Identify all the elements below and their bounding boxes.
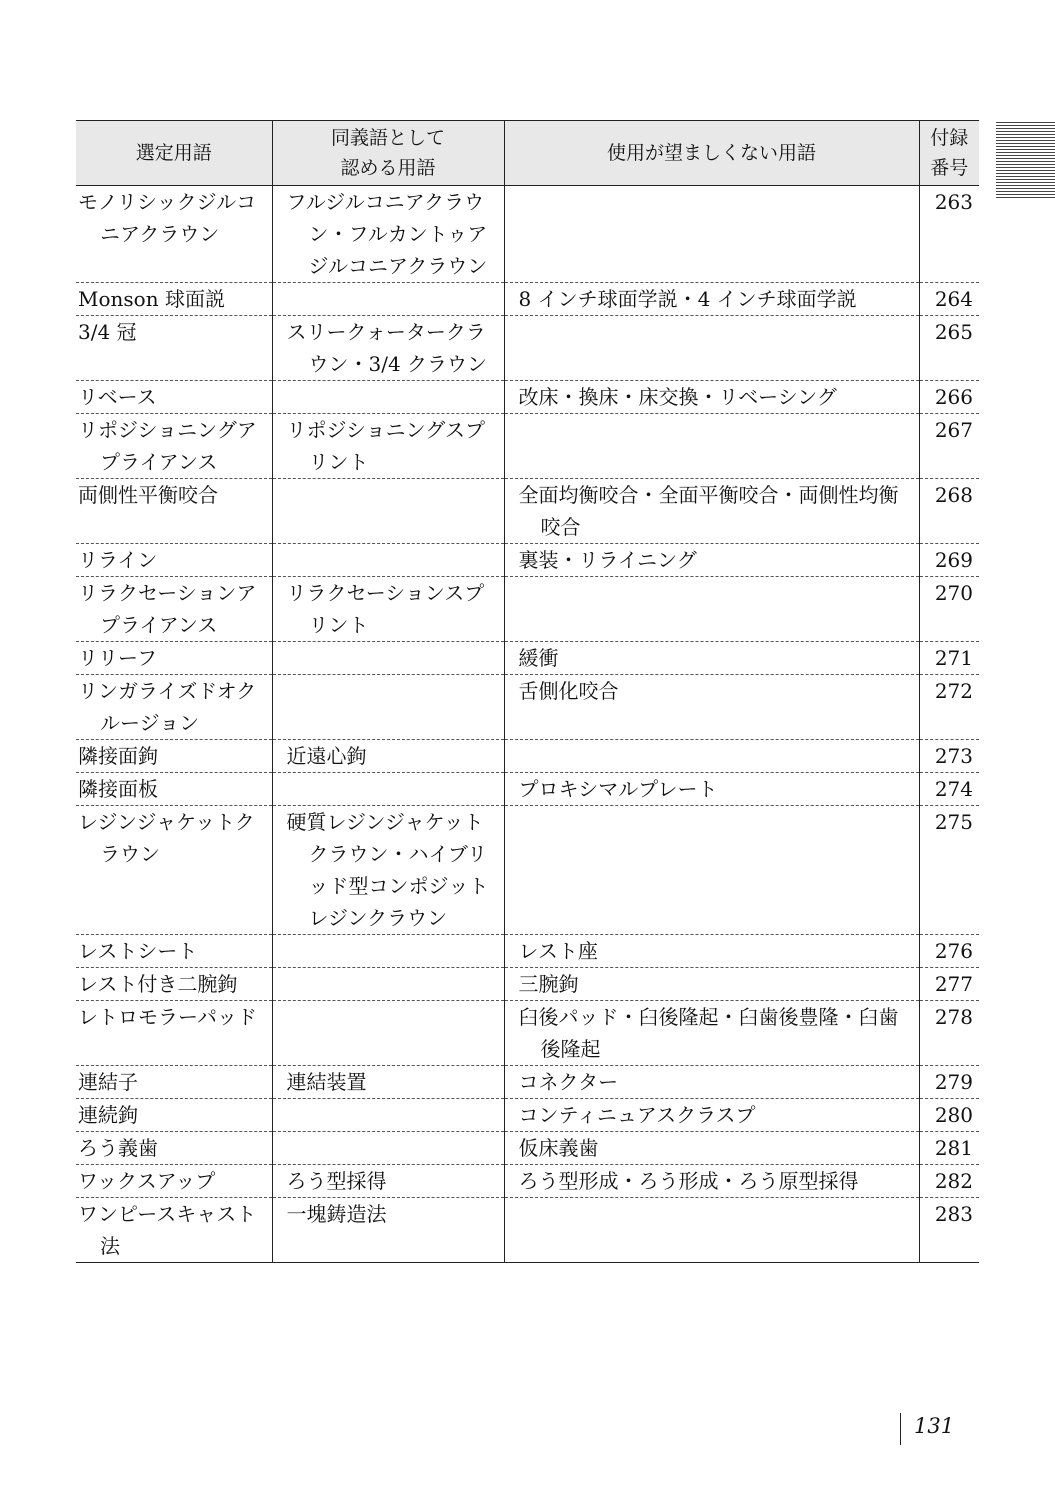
cell-synonym-text: リポジショニングスプリント bbox=[286, 418, 485, 474]
cell-deprecated-term bbox=[504, 381, 919, 414]
header-appendix-number: 付録 番号 bbox=[919, 121, 979, 186]
cell-synonym bbox=[272, 642, 504, 675]
cell-preferred-term-text: 連結子 bbox=[78, 1070, 138, 1094]
cell-synonym bbox=[272, 186, 504, 283]
cell-appendix-number-text: 263 bbox=[934, 190, 973, 214]
cell-preferred-term-text: 隣接面板 bbox=[78, 777, 158, 801]
cell-synonym bbox=[272, 675, 504, 740]
cell-preferred-term-text: 両側性平衡咬合 bbox=[78, 483, 218, 507]
cell-appendix-number bbox=[919, 675, 979, 740]
cell-preferred-term bbox=[76, 1198, 272, 1263]
table-row bbox=[76, 935, 979, 968]
cell-deprecated-term-text: 緩衝 bbox=[518, 646, 559, 670]
cell-appendix-number-text: 270 bbox=[934, 581, 973, 605]
cell-appendix-number bbox=[919, 968, 979, 1001]
cell-deprecated-term bbox=[504, 1165, 919, 1198]
cell-synonym-text: 連結装置 bbox=[286, 1070, 367, 1094]
table-row bbox=[76, 968, 979, 1001]
cell-deprecated-term bbox=[504, 806, 919, 935]
cell-appendix-number-text: 283 bbox=[934, 1202, 973, 1226]
table-row bbox=[76, 806, 979, 935]
table-header-row bbox=[76, 121, 979, 186]
cell-appendix-number-text: 280 bbox=[934, 1103, 973, 1127]
cell-preferred-term-text: 連続鉤 bbox=[78, 1103, 138, 1127]
cell-deprecated-term bbox=[504, 283, 919, 316]
cell-deprecated-term bbox=[504, 1198, 919, 1263]
table-row bbox=[76, 773, 979, 806]
cell-synonym bbox=[272, 1099, 504, 1132]
cell-deprecated-term bbox=[504, 414, 919, 479]
cell-appendix-number bbox=[919, 806, 979, 935]
cell-deprecated-term-text: 改床・換床・床交換・リベーシング bbox=[518, 385, 837, 409]
cell-preferred-term bbox=[76, 577, 272, 642]
cell-deprecated-term bbox=[504, 675, 919, 740]
cell-preferred-term-text: ワンピースキャスト法 bbox=[78, 1202, 257, 1258]
cell-deprecated-term-text: 三腕鉤 bbox=[518, 972, 579, 996]
cell-preferred-term bbox=[76, 316, 272, 381]
cell-appendix-number-text: 282 bbox=[934, 1169, 973, 1193]
table-row bbox=[76, 577, 979, 642]
table-row bbox=[76, 186, 979, 283]
cell-deprecated-term bbox=[504, 1001, 919, 1066]
table-row bbox=[76, 283, 979, 316]
cell-preferred-term-text: リポジショニングアプライアンス bbox=[78, 418, 257, 474]
cell-appendix-number-text: 269 bbox=[934, 548, 973, 572]
cell-deprecated-term bbox=[504, 544, 919, 577]
cell-preferred-term-text: レジンジャケットクラウン bbox=[78, 810, 255, 866]
cell-preferred-term bbox=[76, 479, 272, 544]
cell-appendix-number-text: 271 bbox=[934, 646, 973, 670]
cell-preferred-term bbox=[76, 968, 272, 1001]
cell-preferred-term-text: モノリシックジルコニアクラウン bbox=[78, 190, 257, 246]
cell-appendix-number bbox=[919, 381, 979, 414]
table-row bbox=[76, 1165, 979, 1198]
cell-deprecated-term bbox=[504, 1066, 919, 1099]
cell-preferred-term bbox=[76, 1132, 272, 1165]
table-row bbox=[76, 1066, 979, 1099]
cell-synonym bbox=[272, 1066, 504, 1099]
cell-synonym bbox=[272, 1198, 504, 1263]
cell-appendix-number-text: 277 bbox=[934, 972, 973, 996]
cell-appendix-number-text: 276 bbox=[934, 939, 973, 963]
cell-appendix-number bbox=[919, 642, 979, 675]
cell-deprecated-term-text: レスト座 bbox=[518, 939, 598, 963]
cell-deprecated-term-text: 仮床義歯 bbox=[518, 1136, 599, 1160]
cell-preferred-term-text: リライン bbox=[78, 548, 158, 572]
cell-synonym bbox=[272, 316, 504, 381]
cell-appendix-number-text: 273 bbox=[934, 744, 973, 768]
cell-preferred-term bbox=[76, 1066, 272, 1099]
cell-synonym bbox=[272, 381, 504, 414]
cell-synonym bbox=[272, 479, 504, 544]
cell-appendix-number bbox=[919, 773, 979, 806]
cell-synonym bbox=[272, 935, 504, 968]
cell-appendix-number bbox=[919, 1099, 979, 1132]
cell-preferred-term-text: Monson 球面説 bbox=[78, 287, 225, 311]
cell-appendix-number bbox=[919, 1198, 979, 1263]
cell-preferred-term bbox=[76, 806, 272, 935]
cell-appendix-number-text: 266 bbox=[934, 385, 973, 409]
table-row bbox=[76, 642, 979, 675]
cell-appendix-number-text: 279 bbox=[934, 1070, 973, 1094]
table-row bbox=[76, 414, 979, 479]
cell-deprecated-term bbox=[504, 968, 919, 1001]
cell-deprecated-term-text: プロキシマルプレート bbox=[518, 777, 718, 801]
cell-appendix-number bbox=[919, 316, 979, 381]
cell-synonym bbox=[272, 740, 504, 773]
table-row bbox=[76, 1132, 979, 1165]
cell-synonym-text: 近遠心鉤 bbox=[286, 744, 367, 768]
cell-synonym bbox=[272, 544, 504, 577]
header-synonym: 同義語として 認める用語 bbox=[272, 121, 504, 186]
cell-preferred-term bbox=[76, 1165, 272, 1198]
cell-synonym-text: ろう型採得 bbox=[286, 1169, 387, 1193]
terminology-table bbox=[76, 120, 979, 1263]
cell-deprecated-term-text: 舌側化咬合 bbox=[518, 679, 619, 703]
cell-appendix-number-text: 274 bbox=[934, 777, 973, 801]
cell-preferred-term bbox=[76, 283, 272, 316]
cell-deprecated-term bbox=[504, 186, 919, 283]
cell-appendix-number-text: 267 bbox=[934, 418, 973, 442]
table-body bbox=[76, 186, 979, 1263]
cell-appendix-number bbox=[919, 544, 979, 577]
cell-appendix-number bbox=[919, 414, 979, 479]
page-number-rule bbox=[900, 1413, 901, 1445]
cell-synonym bbox=[272, 773, 504, 806]
cell-appendix-number bbox=[919, 1001, 979, 1066]
cell-synonym bbox=[272, 968, 504, 1001]
cell-deprecated-term-text: 8 インチ球面学説・4 インチ球面学説 bbox=[518, 287, 857, 311]
cell-synonym-text: スリークォータークラウン・3/4 クラウン bbox=[286, 320, 488, 376]
cell-appendix-number-text: 275 bbox=[934, 810, 973, 834]
cell-preferred-term-text: 3/4 冠 bbox=[78, 320, 137, 344]
cell-preferred-term-text: 隣接面鉤 bbox=[78, 744, 158, 768]
cell-preferred-term bbox=[76, 544, 272, 577]
table-row bbox=[76, 381, 979, 414]
header-deprecated-term: 使用が望ましくない用語 bbox=[504, 121, 919, 186]
cell-appendix-number-text: 281 bbox=[934, 1136, 973, 1160]
table-row bbox=[76, 316, 979, 381]
cell-preferred-term-text: レストシート bbox=[78, 939, 198, 963]
cell-deprecated-term bbox=[504, 577, 919, 642]
cell-deprecated-term bbox=[504, 740, 919, 773]
table-row bbox=[76, 1099, 979, 1132]
cell-synonym bbox=[272, 414, 504, 479]
cell-preferred-term-text: レトロモラーパッド bbox=[78, 1005, 257, 1029]
table-row bbox=[76, 1001, 979, 1066]
cell-synonym-text: リラクセーションスプリント bbox=[286, 581, 485, 637]
cell-appendix-number-text: 272 bbox=[934, 679, 973, 703]
cell-synonym-text: フルジルコニアクラウン・フルカントゥアジルコニアクラウン bbox=[286, 190, 488, 278]
cell-preferred-term bbox=[76, 186, 272, 283]
cell-preferred-term-text: リラクセーションアプライアンス bbox=[78, 581, 257, 637]
cell-deprecated-term bbox=[504, 642, 919, 675]
cell-preferred-term bbox=[76, 642, 272, 675]
cell-preferred-term bbox=[76, 740, 272, 773]
cell-deprecated-term-text: 全面均衡咬合・全面平衡咬合・両側性均衡咬合 bbox=[518, 483, 899, 539]
cell-appendix-number bbox=[919, 740, 979, 773]
cell-deprecated-term bbox=[504, 1099, 919, 1132]
cell-preferred-term-text: レスト付き二腕鉤 bbox=[78, 972, 238, 996]
table-row bbox=[76, 740, 979, 773]
cell-synonym bbox=[272, 806, 504, 935]
cell-deprecated-term-text: 裏装・リライニング bbox=[518, 548, 697, 572]
cell-deprecated-term bbox=[504, 316, 919, 381]
cell-deprecated-term-text: コネクター bbox=[518, 1070, 619, 1094]
cell-appendix-number bbox=[919, 1066, 979, 1099]
table-row bbox=[76, 1198, 979, 1263]
table-row bbox=[76, 479, 979, 544]
cell-appendix-number-text: 268 bbox=[934, 483, 973, 507]
cell-appendix-number bbox=[919, 283, 979, 316]
cell-synonym bbox=[272, 283, 504, 316]
cell-appendix-number bbox=[919, 1165, 979, 1198]
cell-synonym bbox=[272, 1001, 504, 1066]
cell-appendix-number-text: 265 bbox=[934, 320, 973, 344]
cell-deprecated-term bbox=[504, 479, 919, 544]
cell-preferred-term-text: リンガライズドオクルージョン bbox=[78, 679, 257, 735]
header-preferred-term: 選定用語 bbox=[76, 121, 272, 186]
cell-appendix-number-text: 278 bbox=[934, 1005, 973, 1029]
cell-appendix-number bbox=[919, 1132, 979, 1165]
cell-appendix-number bbox=[919, 479, 979, 544]
cell-preferred-term-text: リリーフ bbox=[78, 646, 157, 670]
table-row bbox=[76, 544, 979, 577]
cell-preferred-term bbox=[76, 414, 272, 479]
cell-deprecated-term bbox=[504, 773, 919, 806]
cell-preferred-term-text: ろう義歯 bbox=[78, 1136, 158, 1160]
chapter-tab-marker bbox=[996, 122, 1055, 198]
cell-preferred-term bbox=[76, 675, 272, 740]
cell-preferred-term-text: ワックスアップ bbox=[78, 1169, 216, 1193]
cell-synonym-text: 一塊鋳造法 bbox=[286, 1202, 387, 1226]
table-row bbox=[76, 675, 979, 740]
cell-deprecated-term-text: 臼後パッド・臼後隆起・臼歯後豊隆・臼歯後隆起 bbox=[518, 1005, 899, 1061]
cell-appendix-number bbox=[919, 935, 979, 968]
cell-appendix-number bbox=[919, 186, 979, 283]
cell-deprecated-term bbox=[504, 935, 919, 968]
cell-preferred-term bbox=[76, 1001, 272, 1066]
cell-synonym-text: 硬質レジンジャケットクラウン・ハイブリッド型コンポジットレジンクラウン bbox=[286, 810, 489, 930]
cell-preferred-term-text: リベース bbox=[78, 385, 157, 409]
cell-synonym bbox=[272, 577, 504, 642]
cell-appendix-number-text: 264 bbox=[934, 287, 973, 311]
cell-synonym bbox=[272, 1132, 504, 1165]
cell-preferred-term bbox=[76, 935, 272, 968]
cell-preferred-term bbox=[76, 1099, 272, 1132]
cell-synonym bbox=[272, 1165, 504, 1198]
cell-deprecated-term-text: コンティニュアスクラスプ bbox=[518, 1103, 756, 1127]
cell-preferred-term bbox=[76, 381, 272, 414]
cell-appendix-number bbox=[919, 577, 979, 642]
cell-deprecated-term-text: ろう型形成・ろう形成・ろう原型採得 bbox=[518, 1169, 859, 1193]
cell-deprecated-term bbox=[504, 1132, 919, 1165]
cell-preferred-term bbox=[76, 773, 272, 806]
page-number: 131 bbox=[914, 1414, 955, 1438]
